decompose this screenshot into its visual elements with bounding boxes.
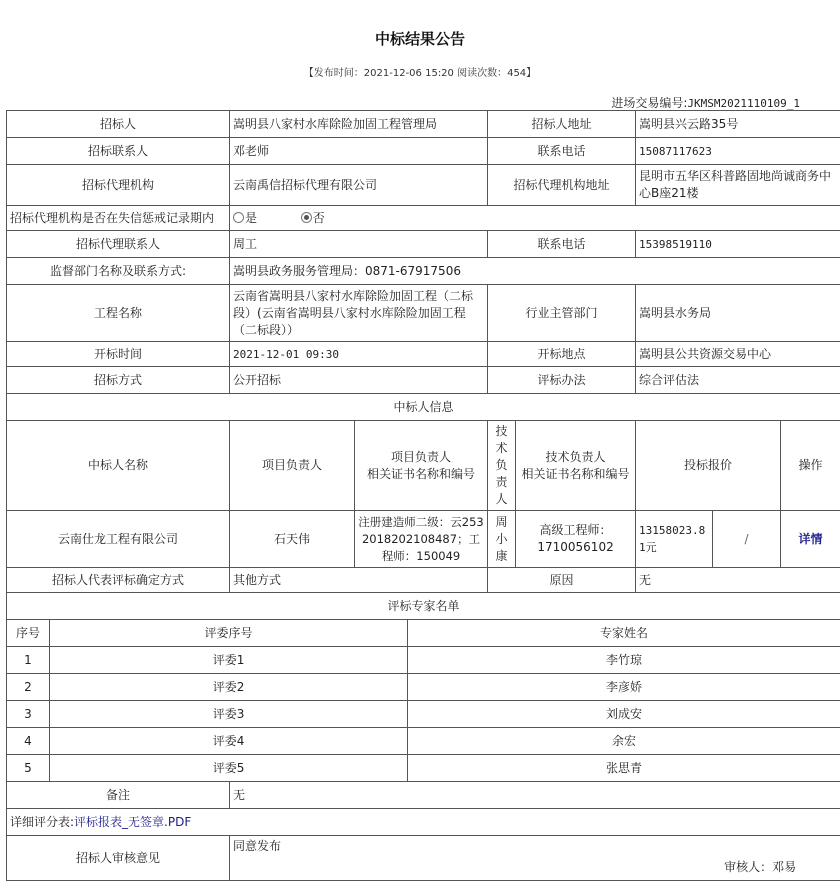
- dishonest-label: 招标代理机构是否在失信惩戒记录期内: [7, 206, 230, 231]
- tech-cert: 高级工程师：1710056102: [516, 511, 636, 568]
- phone2-label: 联系电话: [488, 231, 636, 258]
- remark-label: 备注: [7, 782, 230, 809]
- review-cell: [230, 836, 840, 881]
- agency-contact-value: 周工: [230, 231, 488, 258]
- pm-cert: 注册建造师二级：云253201820210848​7；工程师：150049: [355, 511, 488, 568]
- pm-cert-header-2: 相关证书名称和编号: [358, 466, 484, 483]
- action-header: 操作: [781, 421, 840, 511]
- trade-code: [611, 94, 800, 111]
- review-value: 同意发布: [233, 839, 281, 853]
- bid-price: 13158023.81元: [636, 511, 713, 568]
- contact-label: 招标联系人: [7, 138, 230, 165]
- expert-no: 3: [7, 701, 50, 728]
- reason-value: 无: [636, 568, 840, 593]
- expert-name: 李竹琼: [408, 647, 840, 674]
- reviewer: 审核人：邓易: [724, 859, 796, 876]
- pm-cert-header-1: 项目负责人: [358, 449, 484, 466]
- winner-name-header: 中标人名称: [7, 421, 230, 511]
- agency-address-label: 招标代理机构地址: [488, 165, 636, 206]
- price-header: 投标报价: [636, 421, 781, 511]
- tenderer-address-label: 招标人地址: [488, 111, 636, 138]
- project-value: 云南省嵩明县八家村水库除险加固工程（二标段）(云南省嵩明县八家村水库除险加固工程（二标段））: [230, 285, 488, 342]
- expert-no: 2: [7, 674, 50, 701]
- radio-no-label: 否: [313, 211, 325, 225]
- trade-code-value: JKMSM2021110109_1: [687, 97, 800, 110]
- expert-seq: 评委4: [50, 728, 408, 755]
- method-label: 招标方式: [7, 367, 230, 394]
- phone2-value: 15398519110: [636, 231, 840, 258]
- tenderer-value: 嵩明县八家村水库除险加固工程管理局: [230, 111, 488, 138]
- agency-value: 云南禹信招标代理有限公司: [230, 165, 488, 206]
- expert-name: 刘成安: [408, 701, 840, 728]
- expert-name: 李彦娇: [408, 674, 840, 701]
- supervisor-label: 监督部门名称及联系方式:: [7, 258, 230, 285]
- radio-yes-label: 是: [245, 211, 257, 225]
- agency-address-value: 昆明市五华区科普路固地尚诚商务中心B座21楼: [636, 165, 840, 206]
- expert-seq: 评委2: [50, 674, 408, 701]
- open-place-value: 嵩明县公共资源交易中心: [636, 342, 840, 367]
- expert-no: 5: [7, 755, 50, 782]
- expert-name-header: 专家姓名: [408, 620, 840, 647]
- tech-cert-header: [516, 421, 636, 511]
- radio-yes[interactable]: [233, 212, 244, 223]
- radio-no[interactable]: [301, 212, 312, 223]
- pm-header: 项目负责人: [230, 421, 355, 511]
- contact-value: 邓老师: [230, 138, 488, 165]
- detail-link-cell: [781, 511, 840, 568]
- expert-row: [7, 647, 840, 674]
- eval-label: 评标办法: [488, 367, 636, 394]
- tenderer-label: 招标人: [7, 111, 230, 138]
- winner-name: 云南仕龙工程有限公司: [7, 511, 230, 568]
- expert-no: 4: [7, 728, 50, 755]
- detail-score-label: 详细评分表:: [10, 815, 74, 829]
- reason-label: 原因: [488, 568, 636, 593]
- dishonest-options: [230, 206, 840, 231]
- expert-no-header: 序号: [7, 620, 50, 647]
- expert-seq: 评委3: [50, 701, 408, 728]
- industry-label: 行业主管部门: [488, 285, 636, 342]
- detail-score-file-link[interactable]: 评标报表_无签章.PDF: [74, 815, 191, 829]
- agency-label: 招标代理机构: [7, 165, 230, 206]
- expert-row: [7, 728, 840, 755]
- page-title: 中标结果公告: [0, 28, 840, 49]
- trade-code-label: 进场交易编号:: [611, 96, 687, 110]
- project-label: 工程名称: [7, 285, 230, 342]
- expert-no: 1: [7, 647, 50, 674]
- tech-header: 技术负责人: [488, 421, 516, 511]
- agency-contact-label: 招标代理联系人: [7, 231, 230, 258]
- phone-value: 15087117623: [636, 138, 840, 165]
- expert-row: [7, 701, 840, 728]
- industry-value: 嵩明县水务局: [636, 285, 840, 342]
- confirm-label: 招标人代表评标确定方式: [7, 568, 230, 593]
- tech-name: 周小康: [488, 511, 516, 568]
- confirm-value: 其他方式: [230, 568, 488, 593]
- expert-row: [7, 674, 840, 701]
- eval-value: 综合评估法: [636, 367, 840, 394]
- experts-section-title: 评标专家名单: [7, 593, 840, 620]
- expert-seq-header: 评委序号: [50, 620, 408, 647]
- publish-meta: 【发布时间：2021-12-06 15:20 阅读次数：454】: [0, 64, 840, 79]
- expert-name: 张思青: [408, 755, 840, 782]
- open-place-label: 开标地点: [488, 342, 636, 367]
- detail-score-row: [7, 809, 840, 836]
- review-label: 招标人审核意见: [7, 836, 230, 881]
- tech-cert-header-2: 相关证书名称和编号: [519, 466, 632, 483]
- winner-section-title: 中标人信息: [7, 394, 840, 421]
- announcement-table: [6, 110, 840, 881]
- open-time-label: 开标时间: [7, 342, 230, 367]
- open-time-value: 2021-12-01 09:30: [230, 342, 488, 367]
- expert-seq: 评委1: [50, 647, 408, 674]
- detail-link[interactable]: 详情: [799, 532, 823, 546]
- expert-name: 余宏: [408, 728, 840, 755]
- phone-label: 联系电话: [488, 138, 636, 165]
- pm-name: 石天伟: [230, 511, 355, 568]
- tech-cert-header-1: 技术负责人: [519, 449, 632, 466]
- pm-cert-header: [355, 421, 488, 511]
- expert-seq: 评委5: [50, 755, 408, 782]
- tenderer-address-value: 嵩明县兴云路35号: [636, 111, 840, 138]
- remark-value: 无: [230, 782, 840, 809]
- supervisor-value: 嵩明县政务服务管理局：0871-67917506: [230, 258, 840, 285]
- expert-row: [7, 755, 840, 782]
- method-value: 公开招标: [230, 367, 488, 394]
- bid-price-extra: /: [713, 511, 781, 568]
